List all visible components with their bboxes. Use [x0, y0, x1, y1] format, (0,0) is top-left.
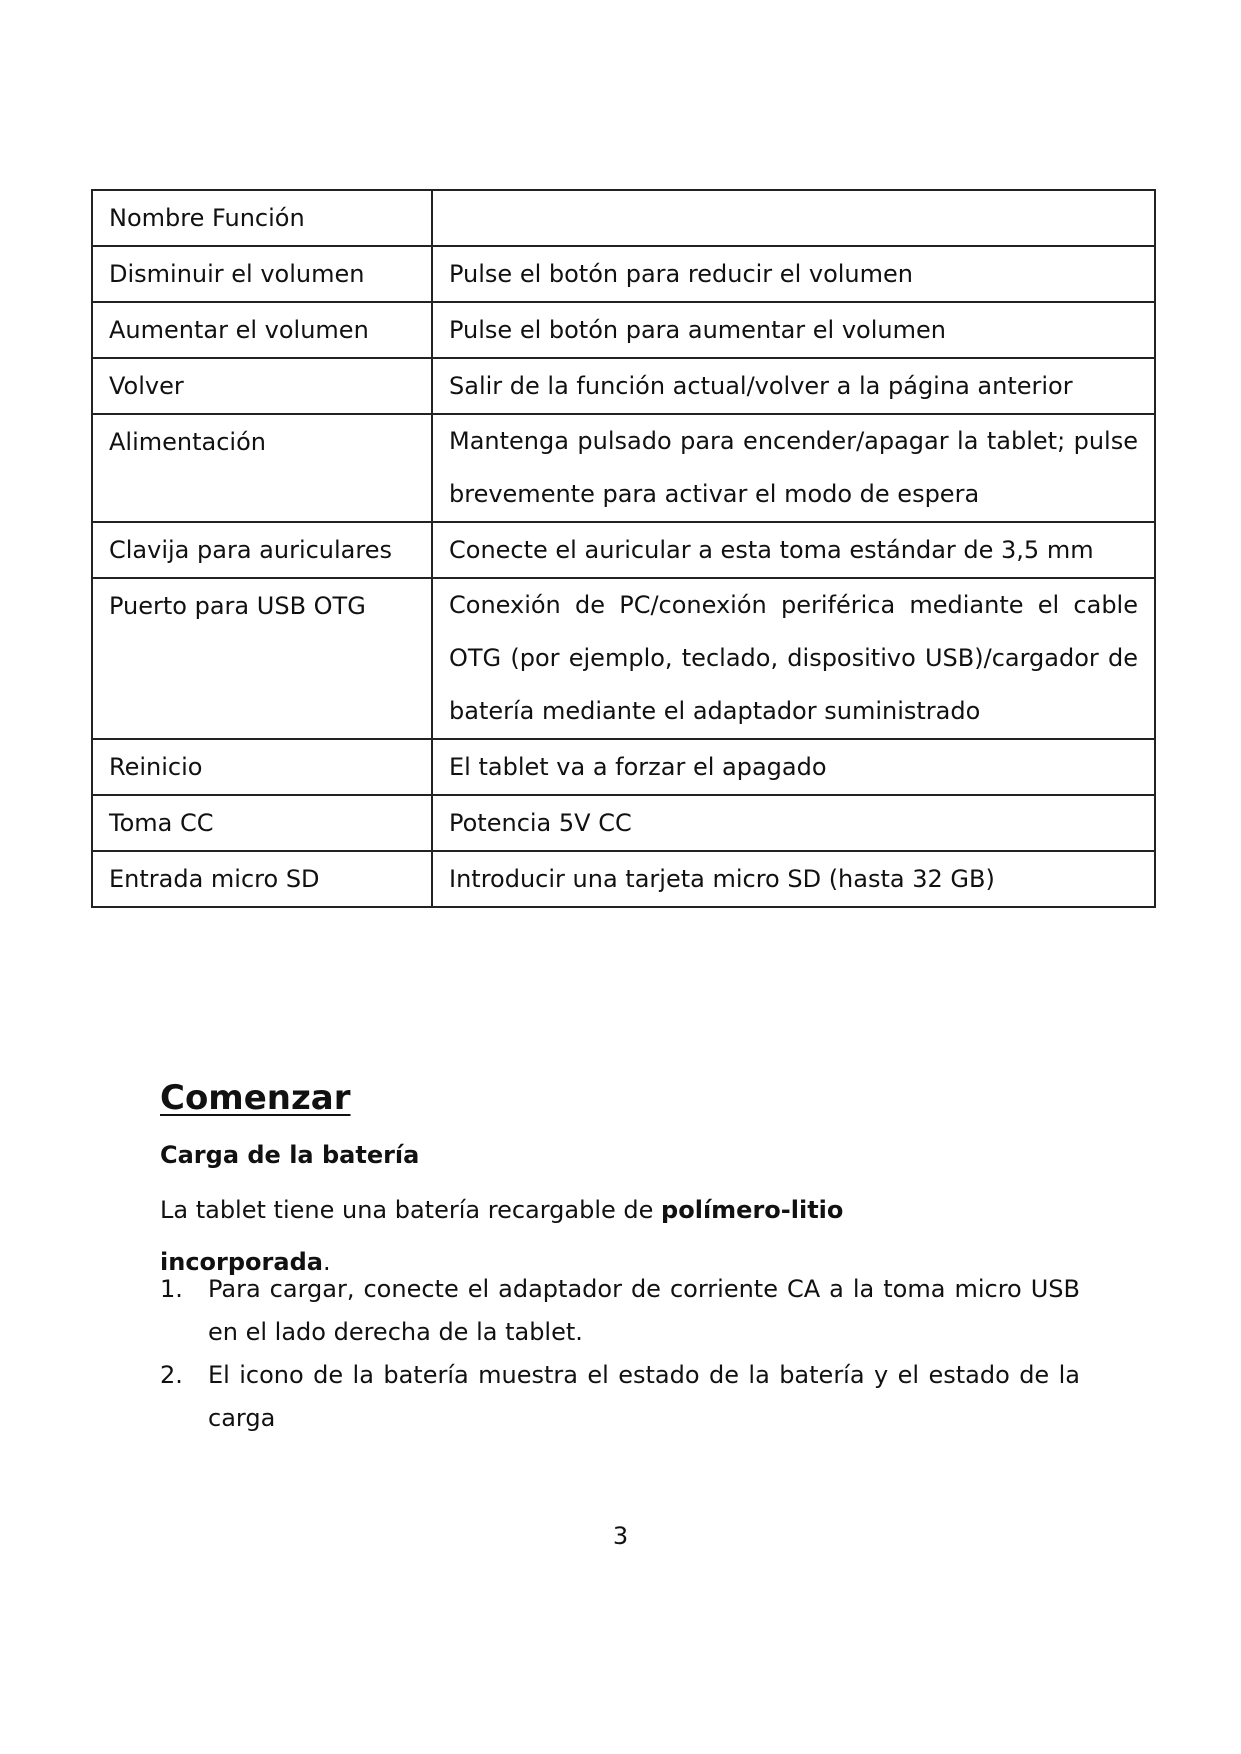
row-name: Aumentar el volumen: [92, 302, 432, 358]
intro-end: .: [322, 1248, 331, 1276]
row-name: Toma CC: [92, 795, 432, 851]
list-item: [160, 1354, 1080, 1440]
table-header-name: Nombre Función: [92, 190, 432, 246]
row-function: Pulse el botón para reducir el volumen: [432, 246, 1155, 302]
table-row: [92, 739, 1155, 795]
steps-list: [160, 1268, 1080, 1440]
row-name: Volver: [92, 358, 432, 414]
list-item: [160, 1268, 1080, 1354]
function-table: [91, 189, 1156, 908]
step-number: 1.: [160, 1275, 183, 1303]
row-function: El tablet va a forzar el apagado: [432, 739, 1155, 795]
intro-text: La tablet tiene una batería recargable de: [160, 1196, 662, 1224]
intro-bold-text: polímero-litio incorporada: [160, 1196, 844, 1276]
table-row: [92, 795, 1155, 851]
table-header-function: [432, 190, 1155, 246]
section-subtitle: Carga de la batería: [160, 1141, 420, 1169]
row-name: Puerto para USB OTG: [92, 578, 432, 739]
table-row: [92, 851, 1155, 907]
row-function: Salir de la función actual/volver a la página anterior: [432, 358, 1155, 414]
table-row: [92, 414, 1155, 522]
section-title: Comenzar: [160, 1078, 351, 1118]
table-row: [92, 302, 1155, 358]
table-row: [92, 246, 1155, 302]
row-function-text: Conexión de PC/conexión periférica mediante el cable OTG (por ejemplo, teclado, dispositivo USB)/cargador de batería mediante el adaptador suministrado: [449, 591, 1138, 725]
step-text: Para cargar, conecte el adaptador de corriente CA a la toma micro USB en el lado derecha de la tablet.: [208, 1275, 1080, 1346]
row-function: Pulse el botón para aumentar el volumen: [432, 302, 1155, 358]
row-function: Potencia 5V CC: [432, 795, 1155, 851]
row-name: Reinicio: [92, 739, 432, 795]
row-function: [432, 578, 1155, 739]
row-function: [432, 414, 1155, 522]
row-name: Entrada micro SD: [92, 851, 432, 907]
step-text: El icono de la batería muestra el estado de la batería y el estado de la carga: [208, 1361, 1080, 1432]
table-row: [92, 578, 1155, 739]
row-function: Conecte el auricular a esta toma estándar de 3,5 mm: [432, 522, 1155, 578]
row-function: Introducir una tarjeta micro SD (hasta 32 GB): [432, 851, 1155, 907]
table-row: [92, 358, 1155, 414]
page-number: 3: [612, 1522, 629, 1550]
row-name: Disminuir el volumen: [92, 246, 432, 302]
row-function-text: Mantenga pulsado para encender/apagar la tablet; pulse brevemente para activar el modo de espera: [449, 427, 1138, 508]
step-number: 2.: [160, 1361, 183, 1389]
row-name: Clavija para auriculares: [92, 522, 432, 578]
table-header-row: [92, 190, 1155, 246]
row-name: Alimentación: [92, 414, 432, 522]
table-row: [92, 522, 1155, 578]
